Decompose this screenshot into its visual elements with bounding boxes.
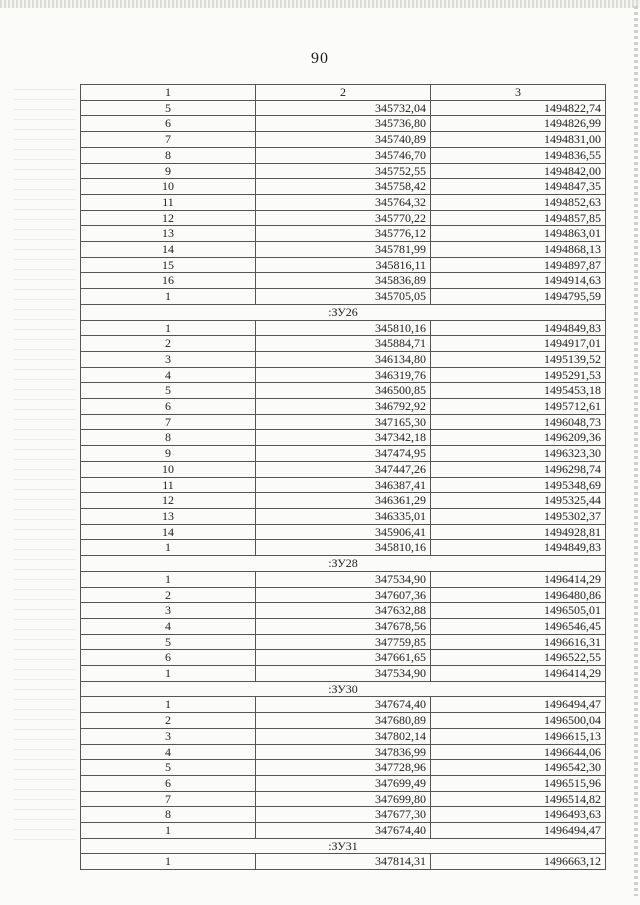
point-number: 1 (81, 571, 256, 587)
x-coordinate: 345736,80 (256, 116, 431, 132)
y-coordinate: 1494831,00 (431, 132, 606, 148)
page-number: 90 (311, 50, 329, 67)
point-number: 13 (81, 226, 256, 242)
table-row (81, 132, 606, 148)
section-title: :ЗУ30 (81, 681, 606, 697)
point-number: 4 (81, 618, 256, 634)
y-coordinate: 1496480,86 (431, 587, 606, 603)
point-number: 5 (81, 100, 256, 116)
table-row (81, 383, 606, 399)
y-coordinate: 1496663,12 (431, 854, 606, 870)
y-coordinate: 1494849,83 (431, 540, 606, 556)
x-coordinate: 345746,70 (256, 147, 431, 163)
point-number: 6 (81, 116, 256, 132)
y-coordinate: 1494914,63 (431, 273, 606, 289)
point-number: 2 (81, 713, 256, 729)
x-coordinate: 347165,30 (256, 414, 431, 430)
table-row (81, 571, 606, 587)
point-number: 4 (81, 367, 256, 383)
point-number: 2 (81, 587, 256, 603)
section-title: :ЗУ31 (81, 838, 606, 854)
x-coordinate: 346500,85 (256, 383, 431, 399)
table-row (81, 100, 606, 116)
x-coordinate: 347534,90 (256, 666, 431, 682)
x-coordinate: 347607,36 (256, 587, 431, 603)
table-row (81, 524, 606, 540)
x-coordinate: 346335,01 (256, 508, 431, 524)
y-coordinate: 1494822,74 (431, 100, 606, 116)
coordinates-table (80, 84, 606, 870)
point-number: 5 (81, 760, 256, 776)
y-coordinate: 1495453,18 (431, 383, 606, 399)
x-coordinate: 346361,29 (256, 493, 431, 509)
table-row (81, 461, 606, 477)
y-coordinate: 1494826,99 (431, 116, 606, 132)
table-row (81, 226, 606, 242)
x-coordinate: 345781,99 (256, 242, 431, 258)
x-coordinate: 347677,30 (256, 807, 431, 823)
x-coordinate: 347802,14 (256, 728, 431, 744)
y-coordinate: 1495348,69 (431, 477, 606, 493)
y-coordinate: 1494897,87 (431, 257, 606, 273)
point-number: 7 (81, 791, 256, 807)
section-title-row (81, 556, 606, 572)
table-row (81, 147, 606, 163)
table-row (81, 697, 606, 713)
point-number: 1 (81, 289, 256, 305)
point-number: 1 (81, 697, 256, 713)
table-row (81, 351, 606, 367)
x-coordinate: 347678,56 (256, 618, 431, 634)
table-row (81, 257, 606, 273)
table-row (81, 618, 606, 634)
y-coordinate: 1496494,47 (431, 823, 606, 839)
y-coordinate: 1496209,36 (431, 430, 606, 446)
x-coordinate: 345752,55 (256, 163, 431, 179)
y-coordinate: 1494868,13 (431, 242, 606, 258)
section-title-row (81, 681, 606, 697)
y-coordinate: 1496616,31 (431, 634, 606, 650)
point-number: 8 (81, 430, 256, 446)
point-number: 1 (81, 666, 256, 682)
point-number: 6 (81, 650, 256, 666)
y-coordinate: 1496414,29 (431, 571, 606, 587)
point-number: 9 (81, 446, 256, 462)
point-number: 1 (81, 320, 256, 336)
point-number: 5 (81, 634, 256, 650)
table-row (81, 807, 606, 823)
point-number: 1 (81, 540, 256, 556)
x-coordinate: 345732,04 (256, 100, 431, 116)
x-coordinate: 345740,89 (256, 132, 431, 148)
point-number: 13 (81, 508, 256, 524)
x-coordinate: 347836,99 (256, 744, 431, 760)
x-coordinate: 345770,22 (256, 210, 431, 226)
x-coordinate: 347534,90 (256, 571, 431, 587)
column-header: 1 (81, 85, 256, 101)
section-title-row (81, 304, 606, 320)
table-row (81, 540, 606, 556)
table-row (81, 791, 606, 807)
y-coordinate: 1496048,73 (431, 414, 606, 430)
y-coordinate: 1496493,63 (431, 807, 606, 823)
x-coordinate: 347699,80 (256, 791, 431, 807)
table-row (81, 728, 606, 744)
y-coordinate: 1494917,01 (431, 336, 606, 352)
point-number: 15 (81, 257, 256, 273)
x-coordinate: 346319,76 (256, 367, 431, 383)
point-number: 8 (81, 147, 256, 163)
table-row (81, 587, 606, 603)
y-coordinate: 1496414,29 (431, 666, 606, 682)
point-number: 12 (81, 210, 256, 226)
point-number: 7 (81, 132, 256, 148)
table-row (81, 179, 606, 195)
y-coordinate: 1495712,61 (431, 399, 606, 415)
column-header: 3 (431, 85, 606, 101)
table-row (81, 414, 606, 430)
x-coordinate: 346387,41 (256, 477, 431, 493)
y-coordinate: 1494928,81 (431, 524, 606, 540)
point-number: 14 (81, 242, 256, 258)
point-number: 1 (81, 854, 256, 870)
table-row (81, 634, 606, 650)
table-row (81, 446, 606, 462)
y-coordinate: 1494863,01 (431, 226, 606, 242)
table-row (81, 508, 606, 524)
table-row (81, 823, 606, 839)
x-coordinate: 345816,11 (256, 257, 431, 273)
scan-margin-bleedthrough (14, 80, 76, 840)
y-coordinate: 1496494,47 (431, 697, 606, 713)
y-coordinate: 1494795,59 (431, 289, 606, 305)
point-number: 12 (81, 493, 256, 509)
table-row (81, 336, 606, 352)
table-row (81, 713, 606, 729)
x-coordinate: 345906,41 (256, 524, 431, 540)
x-coordinate: 347674,40 (256, 697, 431, 713)
y-coordinate: 1494842,00 (431, 163, 606, 179)
point-number: 8 (81, 807, 256, 823)
x-coordinate: 347474,95 (256, 446, 431, 462)
point-number: 6 (81, 399, 256, 415)
point-number: 11 (81, 477, 256, 493)
point-number: 4 (81, 744, 256, 760)
table-row (81, 242, 606, 258)
point-number: 2 (81, 336, 256, 352)
x-coordinate: 345758,42 (256, 179, 431, 195)
point-number: 10 (81, 461, 256, 477)
x-coordinate: 345836,89 (256, 273, 431, 289)
y-coordinate: 1494852,63 (431, 194, 606, 210)
y-coordinate: 1495325,44 (431, 493, 606, 509)
y-coordinate: 1494847,35 (431, 179, 606, 195)
x-coordinate: 345810,16 (256, 320, 431, 336)
x-coordinate: 345776,12 (256, 226, 431, 242)
y-coordinate: 1494857,85 (431, 210, 606, 226)
section-title-row (81, 838, 606, 854)
table-row (81, 477, 606, 493)
point-number: 16 (81, 273, 256, 289)
y-coordinate: 1494836,55 (431, 147, 606, 163)
x-coordinate: 346792,92 (256, 399, 431, 415)
y-coordinate: 1496522,55 (431, 650, 606, 666)
section-title: :ЗУ28 (81, 556, 606, 572)
table-row (81, 744, 606, 760)
y-coordinate: 1496644,06 (431, 744, 606, 760)
y-coordinate: 1494849,83 (431, 320, 606, 336)
y-coordinate: 1496505,01 (431, 603, 606, 619)
table-row (81, 273, 606, 289)
table-row (81, 775, 606, 791)
y-coordinate: 1496542,30 (431, 760, 606, 776)
point-number: 3 (81, 603, 256, 619)
table-row (81, 320, 606, 336)
x-coordinate: 347661,65 (256, 650, 431, 666)
y-coordinate: 1496515,96 (431, 775, 606, 791)
scan-right-edge (634, 6, 638, 896)
x-coordinate: 347680,89 (256, 713, 431, 729)
y-coordinate: 1496615,13 (431, 728, 606, 744)
table-row (81, 210, 606, 226)
y-coordinate: 1495302,37 (431, 508, 606, 524)
table-row (81, 116, 606, 132)
x-coordinate: 347342,18 (256, 430, 431, 446)
point-number: 7 (81, 414, 256, 430)
y-coordinate: 1496546,45 (431, 618, 606, 634)
table-row (81, 399, 606, 415)
table-row (81, 854, 606, 870)
x-coordinate: 345810,16 (256, 540, 431, 556)
point-number: 3 (81, 728, 256, 744)
y-coordinate: 1496514,82 (431, 791, 606, 807)
table-row (81, 430, 606, 446)
table-row (81, 603, 606, 619)
x-coordinate: 345764,32 (256, 194, 431, 210)
point-number: 11 (81, 194, 256, 210)
table-row (81, 666, 606, 682)
point-number: 14 (81, 524, 256, 540)
scan-top-edge (0, 0, 640, 8)
y-coordinate: 1496298,74 (431, 461, 606, 477)
x-coordinate: 347814,31 (256, 854, 431, 870)
section-title: :ЗУ26 (81, 304, 606, 320)
x-coordinate: 347674,40 (256, 823, 431, 839)
x-coordinate: 345705,05 (256, 289, 431, 305)
y-coordinate: 1496323,30 (431, 446, 606, 462)
point-number: 3 (81, 351, 256, 367)
point-number: 9 (81, 163, 256, 179)
x-coordinate: 347632,88 (256, 603, 431, 619)
x-coordinate: 347699,49 (256, 775, 431, 791)
table-row (81, 367, 606, 383)
point-number: 5 (81, 383, 256, 399)
point-number: 1 (81, 823, 256, 839)
table-row (81, 289, 606, 305)
table-row (81, 650, 606, 666)
y-coordinate: 1496500,04 (431, 713, 606, 729)
y-coordinate: 1495139,52 (431, 351, 606, 367)
x-coordinate: 345884,71 (256, 336, 431, 352)
x-coordinate: 347728,96 (256, 760, 431, 776)
point-number: 10 (81, 179, 256, 195)
x-coordinate: 347447,26 (256, 461, 431, 477)
y-coordinate: 1495291,53 (431, 367, 606, 383)
table-header-row (81, 85, 606, 101)
table-row (81, 163, 606, 179)
x-coordinate: 346134,80 (256, 351, 431, 367)
table-row (81, 194, 606, 210)
column-header: 2 (256, 85, 431, 101)
point-number: 6 (81, 775, 256, 791)
table-row (81, 493, 606, 509)
x-coordinate: 347759,85 (256, 634, 431, 650)
table-row (81, 760, 606, 776)
